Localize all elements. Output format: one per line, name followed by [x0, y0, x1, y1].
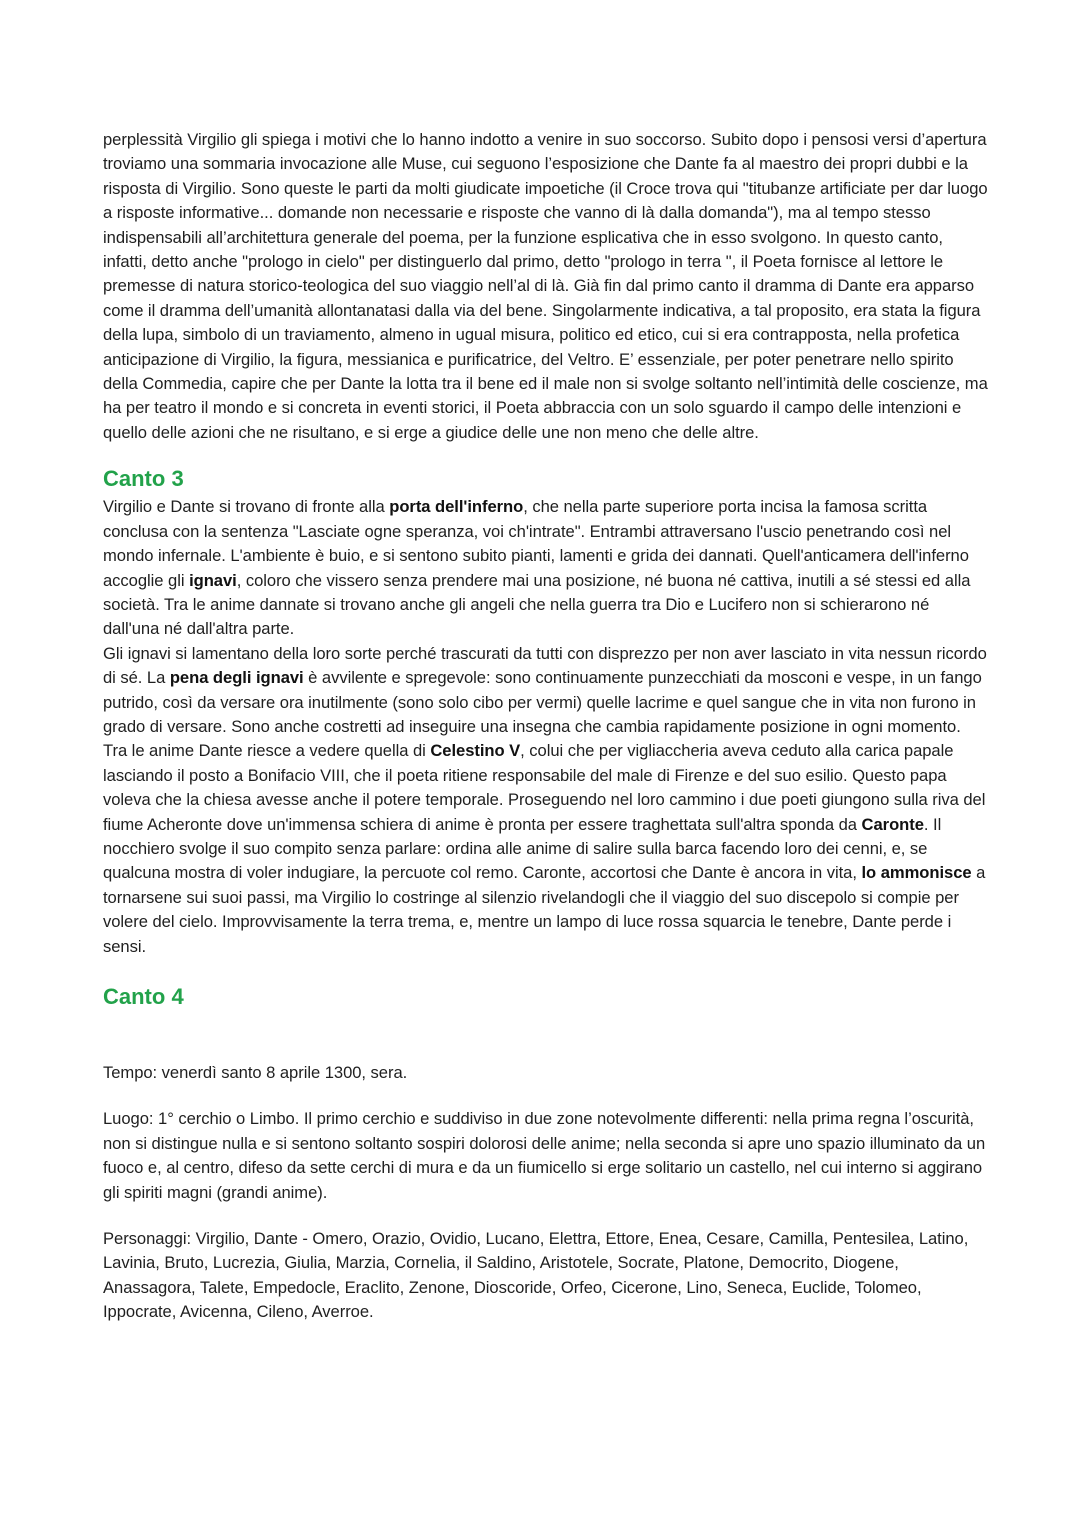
tempo-line: Tempo: venerdì santo 8 aprile 1300, sera.: [103, 1063, 408, 1082]
text-run: è avvilente e spregevole: sono continuamente punzecchiati da mosconi e vespe, in un fango putrido, così da versare ora inutilmente (sono solo cibo per vermi) quelle lacrime e quel sangue che in vita non furono in grado di versare. Sono anche costretti ad inseguire una insegna che cambia rapidamente posizione in ogni momento. Tra le anime Dante riesce a vedere quella di: [103, 668, 982, 761]
personaggi-paragraph: Personaggi: Virgilio, Dante - Omero, Orazio, Ovidio, Lucano, Elettra, Ettore, Enea, Cesare, Camilla, Pentesilea, Latino, Lavinia, Bruto, Lucrezia, Giulia, Marzia, Cornelia, il Saldino, Aristotele, Socrate, Platone, Democrito, Diogene, Anassagora, Talete, Empedocle, Eraclito, Zenone, Dioscoride, Orfeo, Cicerone, Lino, Seneca, Euclide, Tolomeo, Ippocrate, Avicenna, Cileno, Averroe.: [103, 1229, 969, 1322]
canto-4-heading: Canto 4: [103, 984, 184, 1009]
bold-ammonisce: lo ammonisce: [861, 863, 972, 883]
bold-porta-inferno: porta dell'inferno: [389, 497, 524, 517]
document-page: [103, 128, 988, 1325]
text-run: , colui che per vigliaccheria aveva ceduto alla carica papale lasciando il posto a Bonifacio VIII, che il poeta ritiene responsabile del male di Firenze e del suo esilio. Questo papa voleva che la chiesa avesse anche il potere temporale. Proseguendo nel loro cammino i due poeti giungono sulla riva del fiume Acheronte dove un'immensa schiera di anime è pronta per essere traghettata sull'altra sponda da: [103, 741, 986, 834]
canto-3-paragraph-2: [103, 642, 988, 959]
text-run: Virgilio e Dante si trovano di fronte alla: [103, 497, 390, 517]
text-run: , coloro che vissero senza prendere mai una posizione, né buona né cattiva, inutili a sé stessi ed alla società. Tra le anime dannate si trovano anche gli angeli che nella guerra tra Dio e Lucifero non si schierarono né dall'una né dall'altra parte.: [103, 570, 971, 639]
bold-celestino: Celestino V: [430, 741, 521, 761]
luogo-paragraph: Luogo: 1° cerchio o Limbo. Il primo cerchio e suddiviso in due zone notevolmente differenti: nella prima regna l’oscurità, non si distingue nulla e si sentono soltanto sospiri dolorosi delle anime; nella seconda si apre uno spazio illuminato da un fuoco e, al centro, difeso da sette cerchi di mura e da un fiumicello si erge solitario un castello, nel cui interno si aggirano gli spiriti magni (grandi anime).: [103, 1109, 986, 1202]
text-run: . Il nocchiero svolge il suo compito senza parlare: ordina alle anime di salire sulla barca facendo loro dei cenni, e, se qualcuna mostra di voler indugiare, la percuote col remo. Caronte, accortosi che Dante è ancora in vita,: [103, 814, 942, 883]
canto-3-paragraph-1: [103, 495, 988, 641]
canto-3-heading: Canto 3: [103, 466, 184, 492]
intro-paragraph: perplessità Virgilio gli spiega i motivi che lo hanno indotto a venire in suo soccorso. Subito dopo i pensosi versi d’apertura troviamo una sommaria invocazione alle Muse, cui seguono l’esposizione che Dante fa al maestro dei propri dubbi e la risposta di Virgilio. Sono queste le parti da molti giudicate impoetiche (il Croce trova qui "titubanze artificiate per dar luogo a risposte informative... domande non necessarie e risposte che vanno di là dalla domanda"), ma al tempo stesso indispensabili all’architettura generale del poema, per la funzione esplicativa che in esso svolgono. In questo canto, infatti, detto anche "prologo in cielo" per distinguerlo dal primo, detto "prologo in terra ", il Poeta fornisce al lettore le premesse di natura storico-teologica del suo viaggio nell’al di là. Già fin dal primo canto il dramma di Dante era apparso come il dramma dell’umanità allontanatasi dalla via del bene. Singolarmente indicativa, a tal proposito, era stata la figura della lupa, simbolo di un traviamento, almeno in ugual misura, politico ed etico, cui si era contrapposta, nella profetica anticipazione di Virgilio, la figura, messianica e purificatrice, del Veltro. E’ essenziale, per poter penetrare nello spirito della Commedia, capire che per Dante la lotta tra il bene ed il male non si svolge soltanto nell’intimità delle coscienze, ma ha per teatro il mondo e si concreta in eventi storici, il Poeta abbraccia con un solo sguardo il campo delle intenzioni e quello delle azioni che ne risultano, e si erge a giudice delle une non meno che delle altre.: [103, 130, 988, 442]
bold-pena-ignavi: pena degli ignavi: [169, 668, 304, 688]
text-run: , che nella parte superiore porta incisa la famosa scritta conclusa con la sentenza "Lasciate ogne speranza, voi ch'intrate". Entrambi attraversano l'uscio penetrando così nel mondo infernale. L'ambiente è buio, e si sentono subito pianti, lamenti e grida dei dannati. Quell'anticamera dell'inferno accoglie gli: [103, 497, 969, 590]
bold-ignavi: ignavi: [189, 570, 237, 590]
text-run: Gli ignavi si lamentano della loro sorte perché trascurati da tutti con disprezzo per non aver lasciato in vita nessun ricordo di sé. La: [103, 643, 987, 688]
text-run: a tornarsene sui suoi passi, ma Virgilio lo costringe al silenzio rivelandogli che il viaggio del suo discepolo si compie per volere del cielo. Improvvisamente la terra trema, e, mentre un lampo di luce rossa squarcia le tenebre, Dante perde i sensi.: [103, 863, 986, 956]
bold-caronte: Caronte: [861, 814, 924, 834]
